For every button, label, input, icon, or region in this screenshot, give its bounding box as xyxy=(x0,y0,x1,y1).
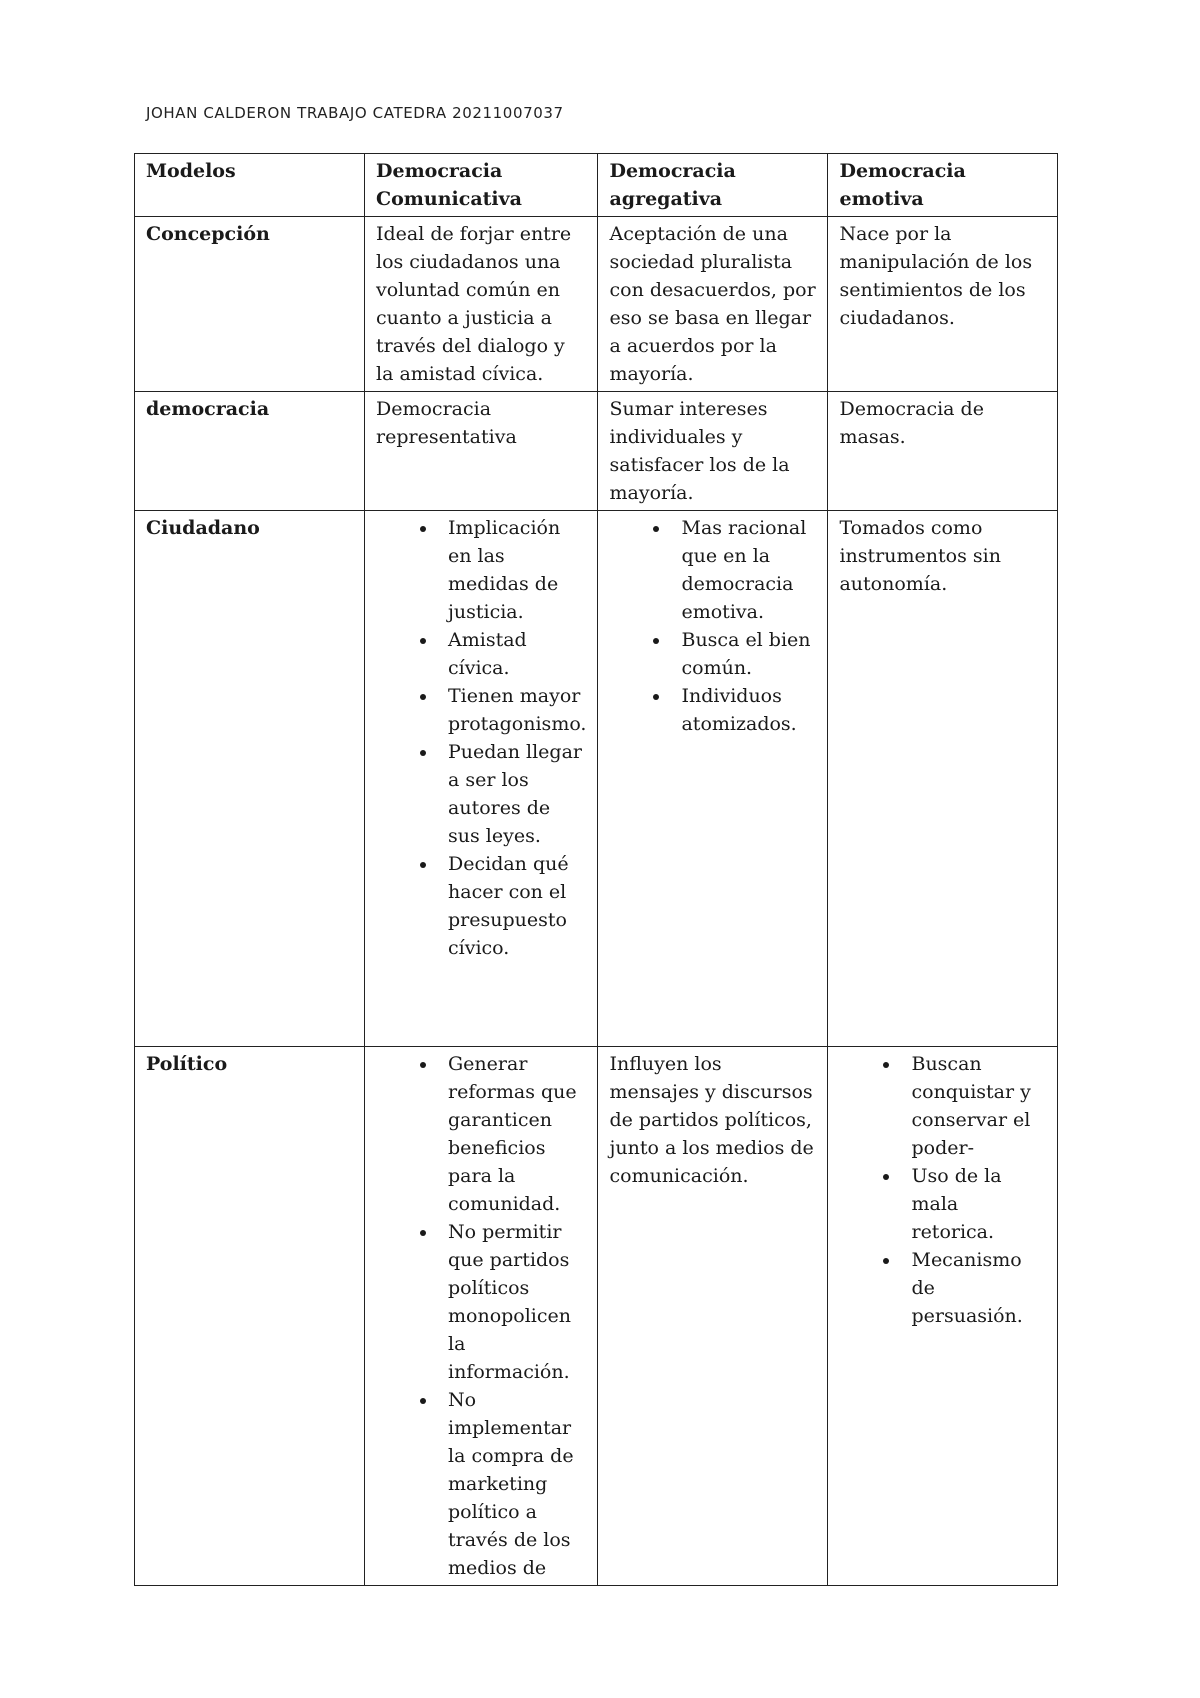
list-item: • No permitir que partidos políticos monopolicen la información. xyxy=(438,1218,586,1386)
header-cell-modelos: Modelos xyxy=(135,154,365,217)
header-cell-aggregative: Democracia agregativa xyxy=(598,154,828,217)
cell-aggregative: Aceptación de una sociedad pluralista con desacuerdos, por eso se basa en llegar a acuerdos por la mayoría. xyxy=(598,217,828,392)
table-row-concepcion xyxy=(135,217,1058,392)
cell-emotive xyxy=(828,1047,1058,1586)
list-item: • Generar reformas que garanticen beneficios para la comunidad. xyxy=(438,1050,586,1218)
bullet-list xyxy=(376,514,586,962)
cell-communicative: Ideal de forjar entre los ciudadanos una voluntad común en cuanto a justicia a través del dialogo y la amistad cívica. xyxy=(365,217,598,392)
list-item: • Individuos atomizados. xyxy=(671,682,816,738)
models-table xyxy=(134,153,1058,1586)
document-header: JOHAN CALDERON TRABAJO CATEDRA 20211007037 xyxy=(146,104,564,122)
table-header-row xyxy=(135,154,1058,217)
cell-aggregative xyxy=(598,511,828,1047)
row-label: Concepción xyxy=(135,217,365,392)
list-item: • Mecanismo de persuasión. xyxy=(901,1246,1046,1330)
header-cell-communicative: Democracia Comunicativa xyxy=(365,154,598,217)
cell-emotive: Democracia de masas. xyxy=(828,392,1058,511)
list-item: • No implementar la compra de marketing político a través de los medios de xyxy=(438,1386,586,1582)
list-item: • Tienen mayor protagonismo. xyxy=(438,682,586,738)
table-row-ciudadano xyxy=(135,511,1058,1047)
list-item: • Decidan qué hacer con el presupuesto cívico. xyxy=(438,850,586,962)
row-label: Político xyxy=(135,1047,365,1586)
cell-communicative xyxy=(365,511,598,1047)
bullet-list xyxy=(609,514,816,738)
row-label: Ciudadano xyxy=(135,511,365,1047)
bullet-list xyxy=(839,1050,1046,1330)
list-item: • Buscan conquistar y conservar el poder- xyxy=(901,1050,1046,1162)
list-item: • Puedan llegar a ser los autores de sus leyes. xyxy=(438,738,586,850)
row-label: democracia xyxy=(135,392,365,511)
list-item: • Amistad cívica. xyxy=(438,626,586,682)
list-item: • Busca el bien común. xyxy=(671,626,816,682)
list-item: • Mas racional que en la democracia emotiva. xyxy=(671,514,816,626)
list-item: • Uso de la mala retorica. xyxy=(901,1162,1046,1246)
cell-aggregative: Sumar intereses individuales y satisfacer los de la mayoría. xyxy=(598,392,828,511)
cell-emotive: Nace por la manipulación de los sentimientos de los ciudadanos. xyxy=(828,217,1058,392)
header-cell-emotive: Democracia emotiva xyxy=(828,154,1058,217)
cell-communicative xyxy=(365,1047,598,1586)
cell-emotive: Tomados como instrumentos sin autonomía. xyxy=(828,511,1058,1047)
list-item: • Implicación en las medidas de justicia. xyxy=(438,514,586,626)
cell-communicative: Democracia representativa xyxy=(365,392,598,511)
bullet-list xyxy=(376,1050,586,1582)
table-row-politico xyxy=(135,1047,1058,1586)
cell-aggregative: Influyen los mensajes y discursos de partidos políticos, junto a los medios de comunicación. xyxy=(598,1047,828,1586)
table-row-democracia xyxy=(135,392,1058,511)
